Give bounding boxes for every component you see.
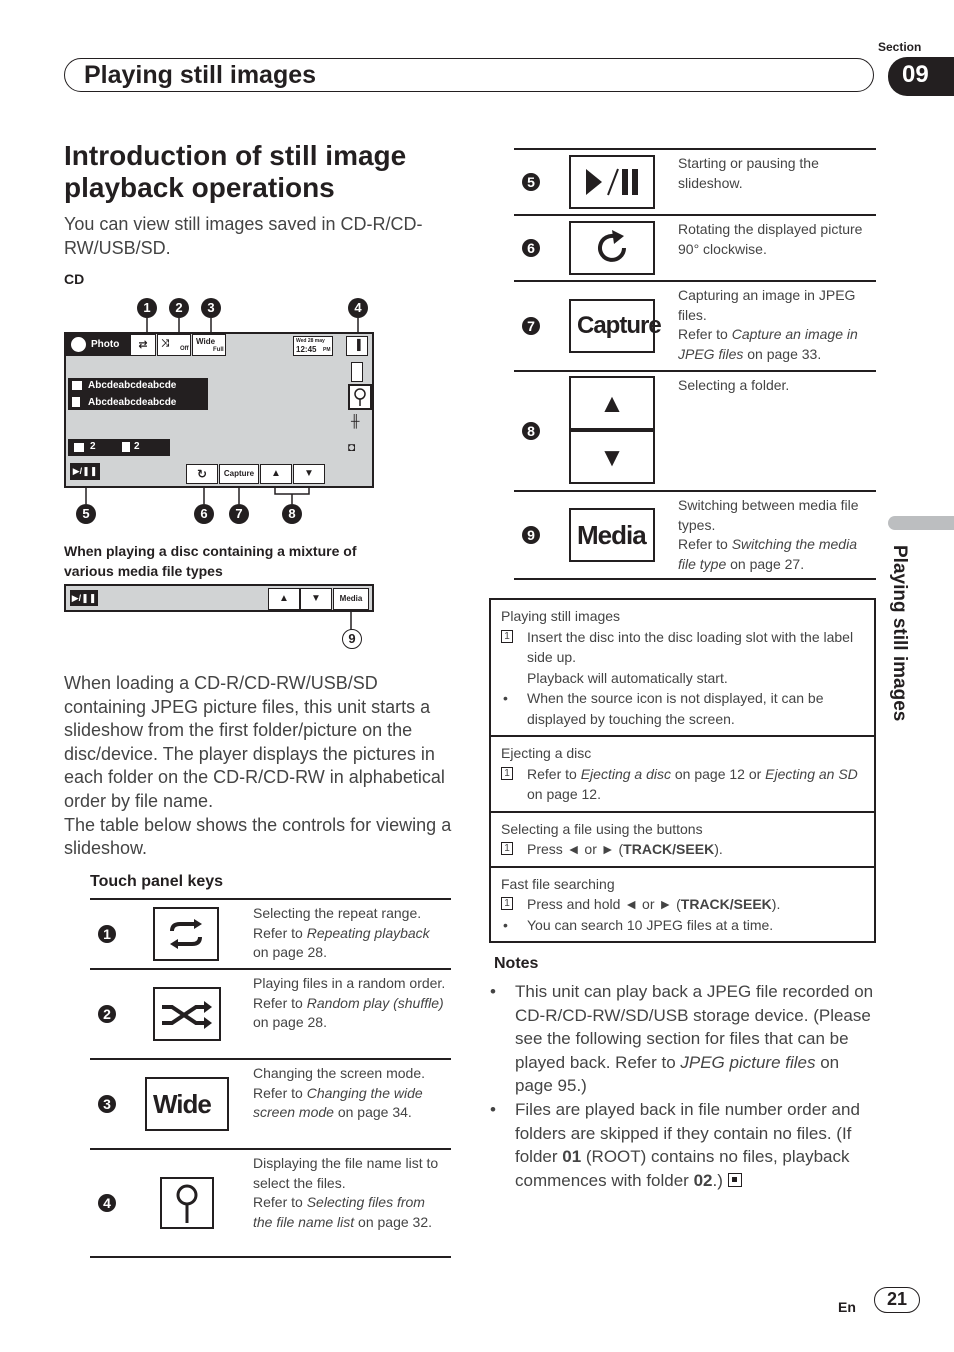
- time-text: 12:45: [296, 345, 317, 354]
- procedure-step: 1 Refer to Ejecting a disc on page 12 or Ejecting an SD on page 12.: [501, 764, 864, 805]
- mixed-down-button[interactable]: ▼: [300, 588, 332, 610]
- footer-language: En: [838, 1299, 856, 1315]
- folder-up-button[interactable]: ▲: [260, 464, 292, 484]
- table-rule: [90, 1058, 451, 1060]
- procedure-step: • You can search 10 JPEG files at a time.: [503, 916, 774, 933]
- clock-display: [293, 336, 333, 356]
- media-button[interactable]: Media: [333, 588, 369, 610]
- random-key: [153, 987, 221, 1041]
- scroll-indicator: [351, 362, 363, 382]
- end-mark-icon: [728, 1173, 742, 1187]
- sidebar-label: [880, 545, 940, 785]
- table-rule: [90, 968, 451, 970]
- callout-4: 4: [348, 298, 368, 318]
- key-description: Selecting the repeat range. Refer to Repeating playback on page 28.: [253, 905, 430, 960]
- capture-key: Capture: [569, 299, 655, 353]
- repeat-key: [153, 907, 219, 961]
- procedure-step: • When the source icon is not displayed, it can be displayed by touching the screen.: [503, 690, 824, 727]
- file-count: 2: [134, 441, 140, 452]
- random-icon: [160, 999, 214, 1029]
- wide-state: Full: [213, 347, 224, 353]
- source-photo-indicator[interactable]: [66, 334, 132, 356]
- random-state: Off: [180, 346, 189, 352]
- notes-list: [490, 980, 875, 1192]
- file-list-panel[interactable]: [68, 378, 208, 410]
- key-description: Changing the screen mode. Refer to Changing the wide screen mode on page 34.: [253, 1065, 425, 1120]
- table-rule: [514, 578, 876, 580]
- mixed-up-button[interactable]: ▲: [268, 588, 300, 610]
- file-name-1: Abcdeabcdeabcde: [88, 380, 177, 391]
- folder-down-button[interactable]: ▼: [293, 464, 325, 484]
- row-number: 2: [98, 1005, 116, 1023]
- procedure-box: [489, 598, 876, 943]
- procedure-section: [491, 868, 874, 942]
- folder-icon: [72, 381, 82, 390]
- table-rule: [514, 280, 876, 282]
- disc-icon: [71, 337, 86, 352]
- rotate-key: [569, 221, 655, 275]
- wide-key: Wide: [145, 1077, 229, 1131]
- settings-icon: ╫: [351, 414, 360, 428]
- callout-9: 9: [342, 629, 362, 649]
- row-number: 5: [522, 173, 540, 191]
- count-bar: [68, 439, 170, 456]
- section-heading: Introduction of still image playback operations: [64, 140, 407, 203]
- page-number: 21: [874, 1287, 920, 1313]
- key-description: Displaying the file name list to select the files. Refer to Selecting files from the file name list on page 32.: [253, 1155, 439, 1230]
- section-number-tab: 09: [888, 57, 954, 96]
- callout-5: 5: [76, 504, 96, 524]
- table-rule: [90, 1256, 451, 1258]
- row-number: 6: [522, 239, 540, 257]
- signal-icon: ▐: [346, 336, 368, 356]
- key-description: Playing files in a random order. Refer to Random play (shuffle) on page 28.: [253, 975, 446, 1030]
- rotate-icon: [592, 228, 632, 268]
- table-rule: [514, 214, 876, 216]
- wide-label: Wide: [196, 337, 216, 346]
- rotate-button[interactable]: ↻: [186, 464, 218, 484]
- intro-text: You can view still images saved in CD-R/CD-RW/USB/SD.: [64, 214, 423, 258]
- procedure-step: 1 Insert the disc into the disc loading slot with the label side up.: [501, 627, 864, 668]
- procedure-step: 1 Press and hold ◄ or ► (TRACK/SEEK).: [501, 894, 864, 915]
- procedure-title: Fast file searching: [501, 875, 615, 892]
- procedure-title: Playing still images: [501, 608, 621, 624]
- random-icon: ⤨: [161, 338, 169, 349]
- ampm-text: PM: [323, 347, 331, 353]
- table-rule: [514, 370, 876, 372]
- repeat-icon: [166, 919, 206, 949]
- page-header-title: Playing still images: [84, 61, 317, 89]
- play-pause-button[interactable]: ▶/❚❚: [70, 463, 100, 480]
- mixed-play-pause-button[interactable]: ▶/❚❚: [70, 590, 98, 606]
- play-pause-key: [569, 155, 655, 209]
- body-paragraph: [64, 672, 459, 861]
- note-item: • Files are played back in file number order and folders are skipped if they contain no files. (If folder 01 (ROOT) contains no files, playback commences with folder 02.): [490, 1099, 860, 1190]
- note-item: • This unit can play back a JPEG file recorded on CD-R/CD-RW/SD/USB storage device. (Please see the following section for files that can be played back. Refer to JPEG picture files on page 95.): [490, 982, 874, 1096]
- row-number: 1: [98, 925, 116, 943]
- row-number: 3: [98, 1095, 116, 1113]
- callout-7: 7: [229, 504, 249, 524]
- table-rule: [514, 490, 876, 492]
- mixed-media-caption: When playing a disc containing a mixture of various media file types: [64, 543, 357, 579]
- row-number: 9: [522, 526, 540, 544]
- procedure-title: Selecting a file using the buttons: [501, 820, 703, 837]
- body-paragraph-1: When loading a CD-R/CD-RW/USB/SD containing JPEG picture files, this unit starts a slideshow from the first folder/picture on the disc/device. The player displays the pictures in each folder on the CD-R/CD-RW in alphabetical order by file name.: [64, 673, 445, 811]
- folder-count-icon: [74, 443, 84, 452]
- file-icon: [72, 397, 80, 407]
- callout-2: 2: [169, 298, 189, 318]
- search-icon: [350, 386, 370, 408]
- camera-icon: ◘: [348, 440, 356, 454]
- random-button[interactable]: [157, 334, 191, 356]
- callout-3: 3: [201, 298, 221, 318]
- sidebar-tab-marker: [888, 516, 954, 530]
- row-number: 4: [98, 1194, 116, 1212]
- row-number: 8: [522, 422, 540, 440]
- source-label: Photo: [91, 339, 120, 350]
- play-pause-icon: [582, 165, 642, 199]
- folder-count: 2: [90, 441, 96, 452]
- procedure-section: [491, 813, 874, 868]
- key-description: Switching between media file types. Refer to Switching the media file type on page 27.: [678, 497, 859, 572]
- table-rule: [514, 148, 876, 150]
- search-icon: [172, 1181, 202, 1225]
- media-key: Media: [569, 508, 655, 562]
- wide-button[interactable]: [192, 334, 226, 356]
- sidebar-label-text: Playing still images: [889, 545, 910, 722]
- capture-button[interactable]: Capture: [219, 464, 259, 484]
- key-description: Starting or pausing the slideshow.: [678, 155, 819, 191]
- file-name-2: Abcdeabcdeabcde: [88, 397, 177, 408]
- body-paragraph-2: The table below shows the controls for viewing a slideshow.: [64, 814, 452, 859]
- key-description: Capturing an image in JPEG files. Refer to Capture an image in JPEG files on page 33.: [678, 287, 858, 362]
- row-number: 7: [522, 317, 540, 335]
- repeat-button[interactable]: ⇄: [130, 334, 156, 356]
- procedure-section: [491, 737, 874, 813]
- folder-down-key: ▼: [569, 430, 655, 484]
- callout-8: 8: [282, 504, 302, 524]
- search-button[interactable]: [348, 384, 372, 410]
- table-rule: [90, 1148, 451, 1150]
- section-label: Section: [878, 40, 922, 54]
- procedure-section: [491, 600, 874, 737]
- callout-6: 6: [194, 504, 214, 524]
- search-key: [160, 1177, 214, 1229]
- notes-title: Notes: [494, 955, 539, 972]
- key-description: Selecting a folder.: [678, 377, 790, 393]
- key-description: Rotating the displayed picture 90° clockwise.: [678, 221, 863, 257]
- procedure-title: Ejecting a disc: [501, 745, 592, 761]
- folder-up-key: ▲: [569, 376, 655, 430]
- procedure-step: 1 Press ◄ or ► (TRACK/SEEK).: [501, 839, 864, 860]
- touch-panel-keys-title: Touch panel keys: [90, 873, 224, 890]
- table-rule: [90, 898, 451, 900]
- callout-1: 1: [137, 298, 157, 318]
- file-count-icon: [122, 442, 130, 452]
- figure-cd-label: CD: [64, 271, 85, 287]
- procedure-step: Playback will automatically start.: [527, 669, 728, 686]
- date-text: Wed 28 may: [296, 338, 325, 344]
